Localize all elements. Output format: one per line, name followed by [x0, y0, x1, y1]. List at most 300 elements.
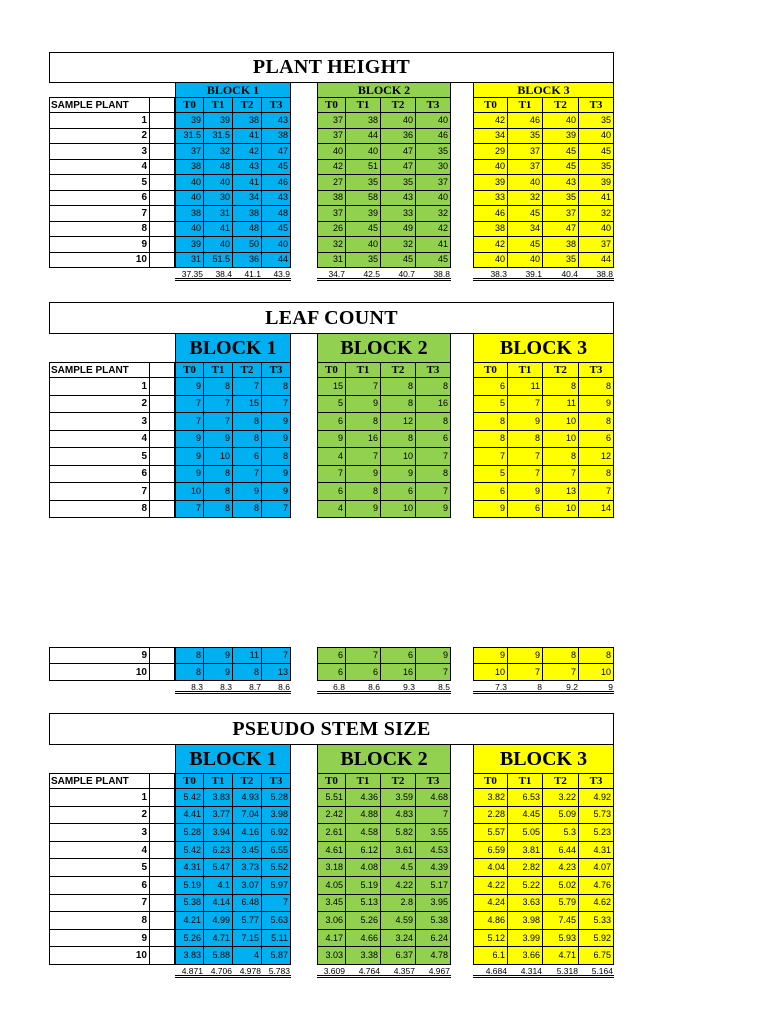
table-cell: 43 — [233, 160, 262, 176]
mean-value: 8.3 — [220, 682, 232, 692]
table-cell: 40 — [381, 113, 416, 129]
table-cell: 7 — [317, 466, 346, 484]
mean-value: 8.6 — [368, 682, 380, 692]
table-cell: 10 — [543, 431, 579, 449]
table-cell: 5.38 — [416, 912, 451, 930]
table-cell: 5.13 — [346, 895, 381, 913]
block-3-name: BLOCK 3 — [473, 83, 614, 97]
table-cell: 37 — [508, 160, 543, 176]
spacer-cell — [150, 647, 175, 664]
mean-value: 4.314 — [520, 966, 542, 976]
block-1-means — [175, 269, 291, 281]
block-3-name: BLOCK 3 — [473, 334, 614, 362]
table-cell: 34 — [473, 129, 508, 145]
table-cell: 16 — [346, 431, 381, 449]
treatment-header: T3 — [262, 362, 291, 378]
table-cell: 9 — [473, 647, 508, 664]
table-cell: 7 — [543, 664, 579, 681]
table-cell: 40 — [175, 175, 204, 191]
treatment-header: T3 — [416, 97, 451, 113]
treatment-header: T0 — [175, 97, 204, 113]
table-cell: 31 — [204, 206, 233, 222]
table-cell: 37 — [416, 175, 451, 191]
spacer-cell — [150, 773, 175, 789]
table-cell: 7 — [175, 413, 204, 431]
table-cell: 16 — [381, 664, 416, 681]
spacer-cell — [150, 362, 175, 378]
sample-number: 3 — [49, 824, 150, 842]
table-cell: 9 — [262, 483, 291, 501]
table-cell: 3.81 — [508, 842, 543, 860]
mean-value: 40.7 — [398, 269, 415, 279]
table-cell: 51.5 — [204, 253, 233, 269]
treatment-header: T0 — [317, 362, 346, 378]
table-cell: 9 — [346, 466, 381, 484]
table-cell: 5.47 — [204, 859, 233, 877]
sample-plant-label: SAMPLE PLANT — [49, 97, 150, 113]
table-cell: 5.19 — [346, 877, 381, 895]
table-cell: 48 — [204, 160, 233, 176]
treatment-header: T2 — [381, 773, 416, 789]
table-cell: 12 — [381, 413, 416, 431]
table-cell: 8 — [381, 396, 416, 414]
table-cell: 7 — [175, 501, 204, 519]
table-cell: 8 — [233, 664, 262, 681]
table-cell: 4.93 — [233, 789, 262, 807]
table-cell: 3.45 — [317, 895, 346, 913]
table-cell: 2.82 — [508, 859, 543, 877]
table-cell: 6 — [416, 431, 451, 449]
treatment-header: T3 — [579, 97, 614, 113]
table-cell: 45 — [262, 160, 291, 176]
table-cell: 4.36 — [346, 789, 381, 807]
table-cell: 45 — [416, 253, 451, 269]
mean-value: 8.6 — [278, 682, 290, 692]
table-cell: 7 — [508, 466, 543, 484]
table-cell: 35 — [579, 160, 614, 176]
table-cell: 5.42 — [175, 842, 204, 860]
table-cell: 3.82 — [473, 789, 508, 807]
table-cell: 38 — [175, 160, 204, 176]
table-cell: 7 — [543, 466, 579, 484]
table-cell: 26 — [317, 222, 346, 238]
table-cell: 40 — [508, 175, 543, 191]
sample-number: 4 — [49, 431, 150, 449]
table-cell: 35 — [416, 144, 451, 160]
table-cell: 4.08 — [346, 859, 381, 877]
table-cell: 45 — [346, 222, 381, 238]
table-cell: 4.21 — [175, 912, 204, 930]
table-cell: 7 — [508, 664, 543, 681]
table-cell: 5.52 — [262, 859, 291, 877]
block-2-name: BLOCK 2 — [317, 334, 451, 362]
table-cell: 4.66 — [346, 930, 381, 948]
sample-number: 6 — [49, 877, 150, 895]
table-cell: 8 — [579, 413, 614, 431]
table-cell: 7 — [233, 466, 262, 484]
spacer-cell — [150, 501, 175, 519]
spacer-cell — [150, 113, 175, 129]
table-cell: 40 — [175, 222, 204, 238]
sample-number: 1 — [49, 113, 150, 129]
table-cell: 46 — [508, 113, 543, 129]
treatment-header: T1 — [346, 773, 381, 789]
mean-value: 34.7 — [328, 269, 345, 279]
sample-number: 8 — [49, 501, 150, 519]
table-cell: 6.44 — [543, 842, 579, 860]
spacer-cell — [150, 807, 175, 825]
table-cell: 41 — [416, 237, 451, 253]
table-cell: 42 — [416, 222, 451, 238]
table-cell: 4.23 — [543, 859, 579, 877]
table-cell: 5.28 — [175, 824, 204, 842]
table-cell: 4 — [317, 501, 346, 519]
table-cell: 7 — [262, 501, 291, 519]
spacer-cell — [150, 222, 175, 238]
table-cell: 9 — [346, 396, 381, 414]
treatment-header: T2 — [233, 362, 262, 378]
table-cell: 5.28 — [262, 789, 291, 807]
table-cell: 8 — [579, 647, 614, 664]
mean-value: 4.357 — [393, 966, 415, 976]
spacer-cell — [150, 396, 175, 414]
block-1-name: BLOCK 1 — [175, 83, 291, 97]
table-cell: 3.83 — [175, 947, 204, 965]
table-cell: 40 — [579, 129, 614, 145]
table-cell: 8 — [543, 647, 579, 664]
table-cell: 37 — [543, 206, 579, 222]
table-cell: 4.71 — [543, 947, 579, 965]
plant-height-section — [49, 52, 614, 282]
table-cell: 9 — [204, 664, 233, 681]
table-cell: 6.92 — [262, 824, 291, 842]
table-cell: 9 — [416, 647, 451, 664]
table-cell: 6 — [473, 483, 508, 501]
table-cell: 6.75 — [579, 947, 614, 965]
table-cell: 38 — [473, 222, 508, 238]
table-cell: 9 — [346, 501, 381, 519]
table-cell: 5.05 — [508, 824, 543, 842]
table-cell: 6.37 — [381, 947, 416, 965]
mean-value: 5.783 — [268, 966, 290, 976]
sample-plant-label: SAMPLE PLANT — [49, 362, 150, 378]
table-cell: 8 — [233, 431, 262, 449]
treatment-header: T0 — [473, 362, 508, 378]
table-cell: 39 — [175, 113, 204, 129]
sample-number: 9 — [49, 930, 150, 948]
spacer-cell — [150, 378, 175, 396]
table-cell: 4 — [317, 448, 346, 466]
sample-number: 4 — [49, 160, 150, 176]
table-cell: 5.93 — [543, 930, 579, 948]
table-cell: 41 — [233, 129, 262, 145]
table-cell: 50 — [233, 237, 262, 253]
sample-number: 2 — [49, 129, 150, 145]
pseudo-stem-title: PSEUDO STEM SIZE — [49, 713, 614, 745]
table-cell: 31.5 — [175, 129, 204, 145]
table-cell: 5.11 — [262, 930, 291, 948]
mean-value: 8.5 — [438, 682, 450, 692]
treatment-header: T3 — [262, 773, 291, 789]
table-cell: 6 — [317, 664, 346, 681]
table-cell: 6 — [381, 647, 416, 664]
table-cell: 4.14 — [204, 895, 233, 913]
table-cell: 10 — [579, 664, 614, 681]
table-cell: 9 — [175, 448, 204, 466]
table-cell: 3.38 — [346, 947, 381, 965]
table-cell: 38 — [543, 237, 579, 253]
sample-number: 6 — [49, 466, 150, 484]
table-cell: 46 — [473, 206, 508, 222]
table-cell: 40 — [262, 237, 291, 253]
sample-number: 2 — [49, 396, 150, 414]
block-2-means — [317, 966, 451, 978]
table-cell: 5.38 — [175, 895, 204, 913]
mean-value: 5.164 — [591, 966, 613, 976]
table-cell: 3.83 — [204, 789, 233, 807]
table-cell: 40 — [317, 144, 346, 160]
table-cell: 49 — [381, 222, 416, 238]
treatment-header: T3 — [579, 362, 614, 378]
treatment-header: T0 — [317, 97, 346, 113]
spacer-cell — [150, 859, 175, 877]
table-cell: 5.33 — [579, 912, 614, 930]
treatment-header: T0 — [473, 773, 508, 789]
table-cell: 5.26 — [175, 930, 204, 948]
table-cell: 7.45 — [543, 912, 579, 930]
table-cell: 4.83 — [381, 807, 416, 825]
mean-value: 4.978 — [239, 966, 261, 976]
mean-value: 5.318 — [556, 966, 578, 976]
table-cell: 5 — [473, 466, 508, 484]
table-cell: 4.99 — [204, 912, 233, 930]
table-cell: 4.78 — [416, 947, 451, 965]
table-cell: 39 — [473, 175, 508, 191]
table-cell: 11 — [543, 396, 579, 414]
table-cell: 4.59 — [381, 912, 416, 930]
mean-value: 3.609 — [323, 966, 345, 976]
table-cell: 15 — [233, 396, 262, 414]
table-cell: 8 — [416, 466, 451, 484]
table-cell: 5.73 — [579, 807, 614, 825]
table-cell: 47 — [543, 222, 579, 238]
pseudo-stem-table — [49, 745, 614, 979]
table-cell: 6 — [381, 483, 416, 501]
table-cell: 4.1 — [204, 877, 233, 895]
table-cell: 3.03 — [317, 947, 346, 965]
table-cell: 46 — [262, 175, 291, 191]
table-cell: 3.06 — [317, 912, 346, 930]
table-cell: 6.53 — [508, 789, 543, 807]
table-cell: 47 — [381, 144, 416, 160]
table-cell: 41 — [579, 191, 614, 207]
table-cell: 7 — [473, 448, 508, 466]
table-cell: 44 — [346, 129, 381, 145]
table-cell: 4.76 — [579, 877, 614, 895]
table-cell: 35 — [543, 191, 579, 207]
spacer-cell — [150, 144, 175, 160]
table-cell: 38 — [233, 206, 262, 222]
table-cell: 46 — [416, 129, 451, 145]
table-cell: 43 — [262, 191, 291, 207]
treatment-header: T2 — [381, 97, 416, 113]
mean-value: 9.3 — [403, 682, 415, 692]
table-cell: 6 — [317, 413, 346, 431]
table-cell: 40 — [175, 191, 204, 207]
table-cell: 12 — [579, 448, 614, 466]
table-cell: 38 — [346, 113, 381, 129]
table-cell: 8 — [381, 378, 416, 396]
table-cell: 7 — [262, 396, 291, 414]
spacer-cell — [150, 175, 175, 191]
sample-number: 6 — [49, 191, 150, 207]
mean-value: 4.967 — [428, 966, 450, 976]
block-1-name: BLOCK 1 — [175, 334, 291, 362]
mean-value: 4.706 — [210, 966, 232, 976]
table-cell: 38 — [262, 129, 291, 145]
table-cell: 16 — [416, 396, 451, 414]
table-cell: 40 — [473, 160, 508, 176]
block-1-name: BLOCK 1 — [175, 745, 291, 773]
treatment-header: T1 — [204, 97, 233, 113]
table-cell: 3.66 — [508, 947, 543, 965]
table-cell: 3.98 — [262, 807, 291, 825]
table-cell: 6 — [579, 431, 614, 449]
table-cell: 6.24 — [416, 930, 451, 948]
table-cell: 5.12 — [473, 930, 508, 948]
table-cell: 45 — [381, 253, 416, 269]
spacer-cell — [150, 824, 175, 842]
table-cell: 8 — [175, 664, 204, 681]
treatment-header: T2 — [543, 362, 579, 378]
table-cell: 4.24 — [473, 895, 508, 913]
table-cell: 37 — [508, 144, 543, 160]
table-cell: 7 — [508, 396, 543, 414]
mean-value: 38.8 — [433, 269, 450, 279]
table-cell: 44 — [579, 253, 614, 269]
sample-number: 2 — [49, 807, 150, 825]
block-2-means — [317, 269, 451, 281]
mean-value: 9 — [608, 682, 613, 692]
table-cell: 37 — [175, 144, 204, 160]
table-cell: 13 — [543, 483, 579, 501]
table-cell: 39 — [579, 175, 614, 191]
table-cell: 7 — [175, 396, 204, 414]
table-cell: 31 — [317, 253, 346, 269]
table-cell: 6 — [473, 378, 508, 396]
table-cell: 5 — [473, 396, 508, 414]
table-cell: 40 — [473, 253, 508, 269]
mean-value: 4.764 — [358, 966, 380, 976]
pseudo-stem-section — [49, 713, 614, 979]
spacer-cell — [150, 466, 175, 484]
table-cell: 9 — [233, 483, 262, 501]
table-cell: 5.87 — [262, 947, 291, 965]
table-cell: 32 — [508, 191, 543, 207]
table-cell: 8 — [204, 483, 233, 501]
table-cell: 39 — [204, 113, 233, 129]
table-cell: 5.97 — [262, 877, 291, 895]
treatment-header: T1 — [204, 362, 233, 378]
table-cell: 40 — [579, 222, 614, 238]
table-cell: 43 — [381, 191, 416, 207]
table-cell: 4.53 — [416, 842, 451, 860]
table-cell: 5.51 — [317, 789, 346, 807]
table-cell: 7 — [416, 664, 451, 681]
table-cell: 35 — [346, 253, 381, 269]
table-cell: 5.82 — [381, 824, 416, 842]
table-cell: 5.79 — [543, 895, 579, 913]
sample-number: 7 — [49, 895, 150, 913]
spacer-cell — [150, 877, 175, 895]
table-cell: 6.12 — [346, 842, 381, 860]
table-cell: 36 — [233, 253, 262, 269]
mean-value: 6.8 — [333, 682, 345, 692]
table-cell: 48 — [262, 206, 291, 222]
sample-number: 5 — [49, 448, 150, 466]
table-cell: 3.18 — [317, 859, 346, 877]
table-cell: 51 — [346, 160, 381, 176]
sample-number: 10 — [49, 253, 150, 269]
table-cell: 13 — [262, 664, 291, 681]
table-cell: 3.61 — [381, 842, 416, 860]
table-cell: 42 — [317, 160, 346, 176]
mean-value: 38.3 — [490, 269, 507, 279]
table-cell: 29 — [473, 144, 508, 160]
table-cell: 8 — [262, 448, 291, 466]
mean-value: 8.7 — [249, 682, 261, 692]
table-cell: 38 — [233, 113, 262, 129]
table-cell: 8 — [416, 378, 451, 396]
sample-number: 4 — [49, 842, 150, 860]
sample-number: 9 — [49, 647, 150, 664]
leaf-count-table-continued — [49, 647, 614, 695]
spacer-cell — [150, 912, 175, 930]
table-cell: 9 — [381, 466, 416, 484]
table-cell: 9 — [579, 396, 614, 414]
treatment-header: T1 — [508, 773, 543, 789]
table-cell: 3.22 — [543, 789, 579, 807]
table-cell: 33 — [381, 206, 416, 222]
table-cell: 30 — [204, 191, 233, 207]
table-cell: 3.95 — [416, 895, 451, 913]
treatment-header: T2 — [543, 773, 579, 789]
spacer-cell — [150, 431, 175, 449]
block-2-means — [317, 682, 451, 694]
table-cell: 4.22 — [381, 877, 416, 895]
table-cell: 7 — [579, 483, 614, 501]
table-cell: 11 — [508, 378, 543, 396]
mean-value: 41.1 — [244, 269, 261, 279]
sample-number: 5 — [49, 859, 150, 877]
table-cell: 14 — [579, 501, 614, 519]
table-cell: 4.16 — [233, 824, 262, 842]
table-cell: 37 — [579, 237, 614, 253]
table-cell: 15 — [317, 378, 346, 396]
table-cell: 8 — [543, 448, 579, 466]
table-cell: 7.04 — [233, 807, 262, 825]
table-cell: 37 — [317, 113, 346, 129]
mean-value: 9.2 — [566, 682, 578, 692]
spacer-cell — [150, 947, 175, 965]
table-cell: 35 — [381, 175, 416, 191]
table-cell: 9 — [204, 431, 233, 449]
table-cell: 4.86 — [473, 912, 508, 930]
block-3-means — [473, 966, 614, 978]
table-cell: 5.17 — [416, 877, 451, 895]
table-cell: 39 — [543, 129, 579, 145]
sample-number: 5 — [49, 175, 150, 191]
